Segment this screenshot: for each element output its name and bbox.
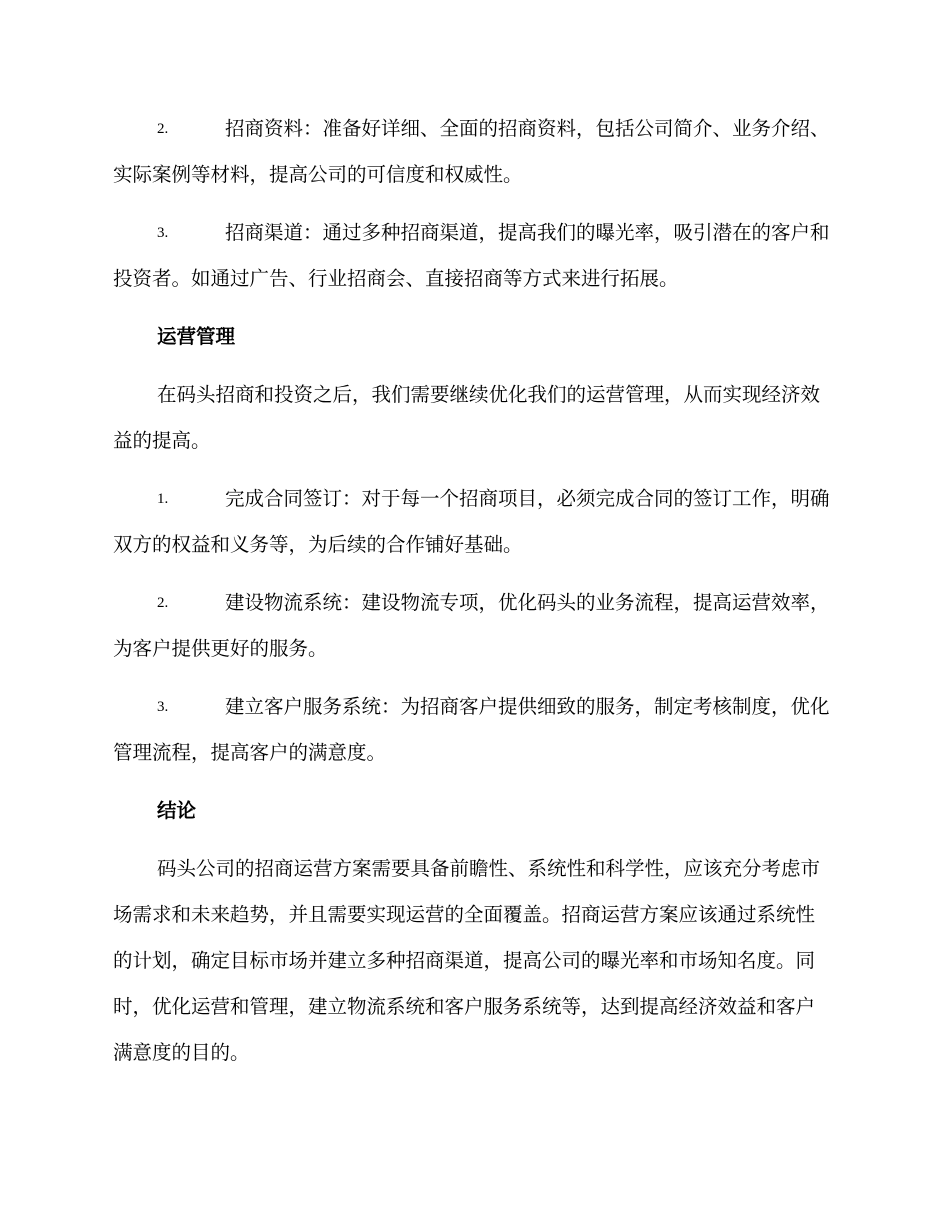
list-number: 2.	[157, 121, 169, 137]
list-item-channels	[113, 210, 833, 302]
list-text: 完成合同签订：对于每一个招商项目，必须完成合同的签订工作，明确双方的权益和义务等，为后续的合作铺好基础。	[113, 487, 830, 556]
list-item-materials	[113, 106, 833, 198]
list-number: 3.	[157, 699, 169, 715]
list-number: 2.	[157, 595, 169, 611]
conclusion-paragraph: 码头公司的招商运营方案需要具备前瞻性、系统性和科学性，应该充分考虑市场需求和未来趋势，并且需要实现运营的全面覆盖。招商运营方案应该通过系统性的计划，确定目标市场并建立多种招商渠道，提高公司的曝光率和市场知名度。同时，优化运营和管理，建立物流系统和客户服务系统等，达到提高经济效益和客户满意度的目的。	[113, 857, 821, 1064]
section-heading-operations: 运营管理	[157, 325, 236, 348]
list-number: 3.	[157, 225, 169, 241]
list-number: 1.	[157, 491, 169, 507]
list-item-logistics	[113, 580, 833, 672]
section-heading-conclusion: 结论	[157, 799, 197, 822]
operations-intro-paragraph: 在码头招商和投资之后，我们需要继续优化我们的运营管理，从而实现经济效益的提高。	[113, 383, 821, 452]
list-item-contract	[113, 476, 833, 568]
list-item-customer-service	[113, 684, 833, 776]
list-text: 建设物流系统：建设物流专项，优化码头的业务流程，提高运营效率，为客户提供更好的服务。	[113, 591, 830, 660]
list-text: 招商渠道：通过多种招商渠道，提高我们的曝光率，吸引潜在的客户和投资者。如通过广告、行业招商会、直接招商等方式来进行拓展。	[113, 221, 830, 290]
list-text: 招商资料：准备好详细、全面的招商资料，包括公司简介、业务介绍、实际案例等材料，提高公司的可信度和权威性。	[113, 117, 830, 186]
document-body	[113, 106, 833, 1088]
list-text: 建立客户服务系统：为招商客户提供细致的服务，制定考核制度，优化管理流程，提高客户的满意度。	[113, 695, 830, 764]
